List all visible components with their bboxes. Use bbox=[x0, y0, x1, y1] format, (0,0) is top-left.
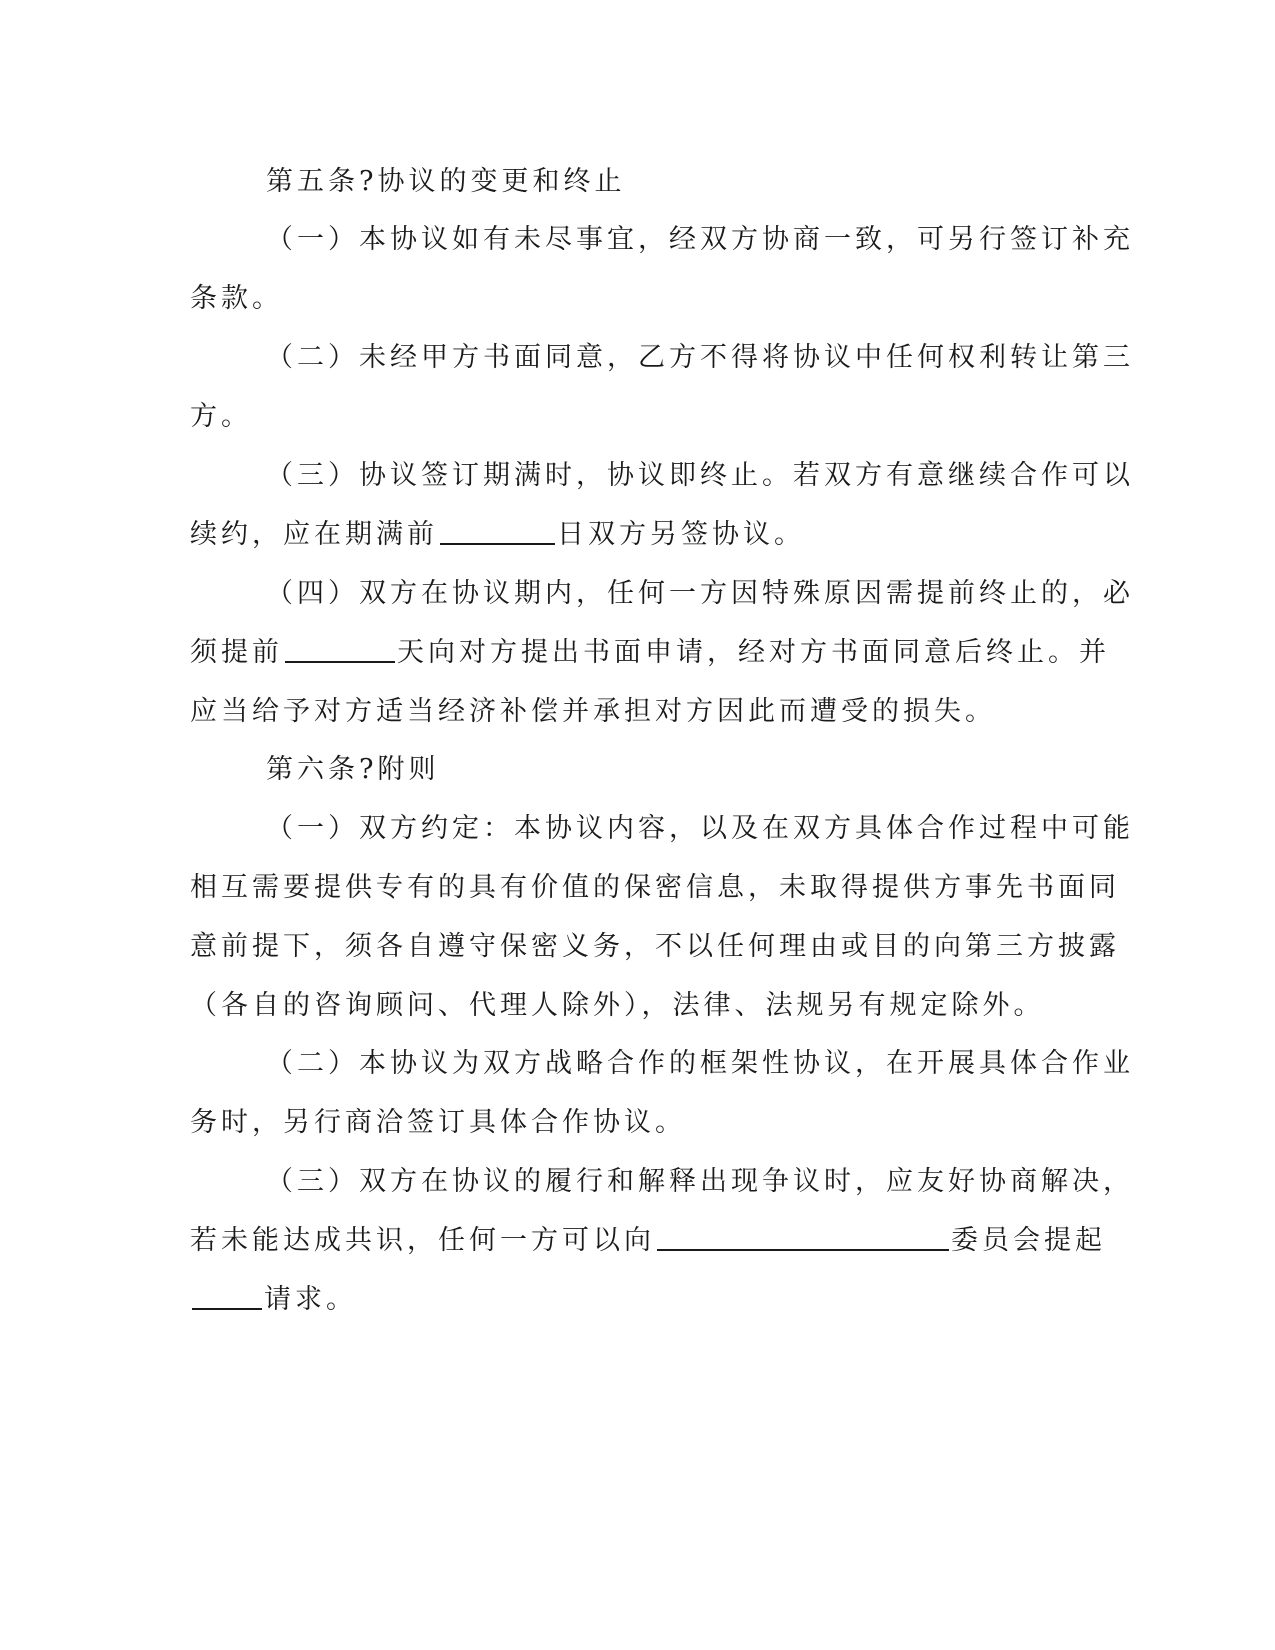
article-5-clause-2-line-2: 方。 bbox=[190, 401, 252, 432]
article-5-clause-2-line-1: （二）未经甲方书面同意，乙方不得将协议中任何权利转让第三 bbox=[266, 342, 1134, 373]
article-6-clause-3-line-2 bbox=[190, 1224, 1106, 1258]
article-5-clause-3-line-2 bbox=[190, 518, 1080, 552]
article-6-clause-2-line-2: 务时，另行商洽签订具体合作协议。 bbox=[190, 1107, 686, 1138]
clause-text: 天向对方提出书面申请，经对方书面同意后终止。并 bbox=[397, 637, 1110, 668]
article-5-clause-1-line-2: 条款。 bbox=[190, 283, 283, 314]
fill-in-blank-committee-name[interactable] bbox=[657, 1225, 949, 1251]
article-5-title: 第五条?协议的变更和终止 bbox=[266, 166, 626, 197]
clause-text: 日双方另签协议。 bbox=[557, 519, 805, 550]
article-6-title: 第六条?附则 bbox=[266, 754, 440, 785]
article-5-clause-4-line-3: 应当给予对方适当经济补偿并承担对方因此而遭受的损失。 bbox=[190, 696, 996, 727]
article-6-clause-3-line-3 bbox=[190, 1283, 1080, 1317]
article-6-clause-1-line-4: （各自的咨询顾问、代理人除外），法律、法规另有规定除外。 bbox=[190, 990, 1045, 1021]
clause-text: 委员会提起 bbox=[951, 1225, 1106, 1256]
fill-in-blank-claim-type[interactable] bbox=[192, 1284, 262, 1310]
clause-text: 若未能达成共识，任何一方可以向 bbox=[190, 1225, 655, 1256]
article-6-clause-2-line-1: （二）本协议为双方战略合作的框架性协议，在开展具体合作业 bbox=[266, 1048, 1134, 1079]
article-6-clause-3-line-1: （三）双方在协议的履行和解释出现争议时，应友好协商解决， bbox=[266, 1166, 1134, 1197]
fill-in-blank-days-before-expiry[interactable] bbox=[440, 519, 555, 545]
article-5-clause-4-line-2 bbox=[190, 636, 1110, 670]
article-5-clause-3-line-1: （三）协议签订期满时，协议即终止。若双方有意继续合作可以 bbox=[266, 460, 1134, 491]
article-5-clause-4-line-1: （四）双方在协议期内，任何一方因特殊原因需提前终止的，必 bbox=[266, 578, 1134, 609]
clause-text: 续约，应在期满前 bbox=[190, 519, 438, 550]
clause-text: 请求。 bbox=[264, 1284, 357, 1315]
article-6-clause-1-line-1: （一）双方约定：本协议内容，以及在双方具体合作过程中可能 bbox=[266, 813, 1134, 844]
article-6-clause-1-line-2: 相互需要提供专有的具有价值的保密信息，未取得提供方事先书面同 bbox=[190, 872, 1120, 903]
article-6-clause-1-line-3: 意前提下，须各自遵守保密义务，不以任何理由或目的向第三方披露 bbox=[190, 931, 1120, 962]
clause-text: 须提前 bbox=[190, 637, 283, 668]
fill-in-blank-notice-days[interactable] bbox=[285, 637, 395, 663]
article-5-clause-1-line-1: （一）本协议如有未尽事宜，经双方协商一致，可另行签订补充 bbox=[266, 224, 1134, 255]
